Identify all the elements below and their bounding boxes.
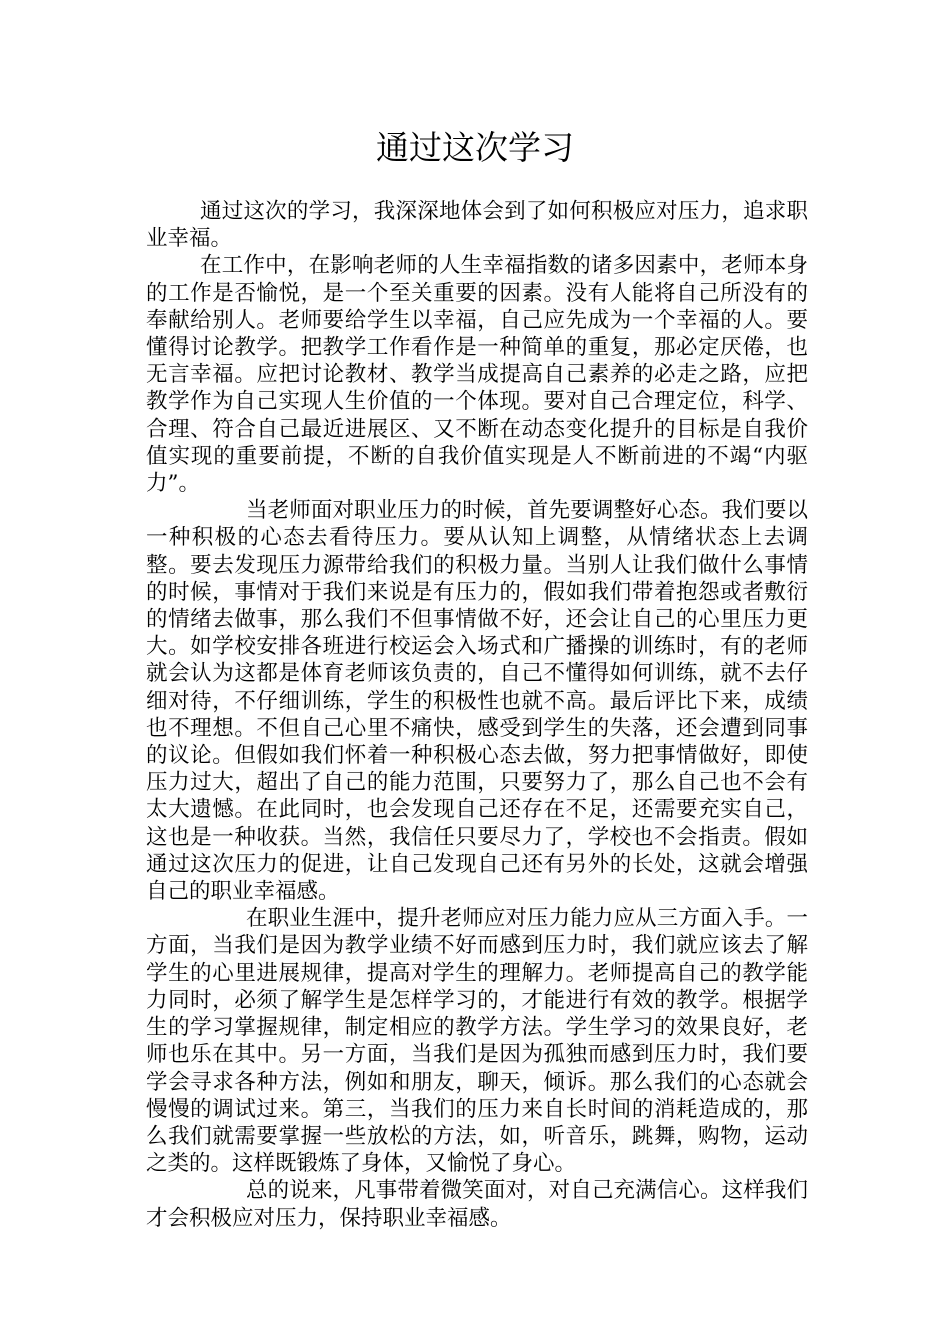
paragraph-conclusion: 总的说来，凡事带着微笑面对，对自己充满信心。这样我们才会积极应对压力，保持职业幸福感。 — [146, 1178, 808, 1231]
document-body — [146, 198, 808, 1232]
paragraph-intro: 通过这次的学习，我深深地体会到了如何积极应对压力，追求职业幸福。 — [146, 199, 808, 252]
paragraph-adjust-attitude: 当老师面对职业压力的时候，首先要调整好心态。我们要以一种积极的心态去看待压力。要从认知上调整，从情绪状态上去调整。要去发现压力源带给我们的积极力量。当别人让我们做什么事情的时候，事情对于我们来说是有压力的，假如我们带着抱怨或者敷衍的情绪去做事，那么我们不但事情做不好，还会让自己的心里压力更大。如学校安排各班进行校运会入场式和广播操的训练时，有的老师就会认为这都是体育老师该负责的，自己不懂得如何训练，就不去仔细对待，不仔细训练，学生的积极性也就不高。最后评比下来，成绩也不理想。不但自己心里不痛快，感受到学生的失落，还会遭到同事的议论。但假如我们怀着一种积极心态去做，努力把事情做好，即使压力过大，超出了自己的能力范围，只要努力了，那么自己也不会有太大遗憾。在此同时，也会发现自己还存在不足，还需要充实自己，这也是一种收获。当然，我信任只要尽力了，学校也不会指责。假如通过这次压力的促进，让自己发现自己还有另外的长处，这就会增强自己的职业幸福感。 — [146, 498, 808, 905]
paragraph-three-aspects: 在职业生涯中，提升老师应对压力能力应从三方面入手。一方面，当我们是因为教学业绩不好而感到压力时，我们就应该去了解学生的心里进展规律，提高对学生的理解力。老师提高自己的教学能力同时，必须了解学生是怎样学习的，才能进行有效的教学。根据学生的学习掌握规律，制定相应的教学方法。学生学习的效果良好，老师也乐在其中。另一方面，当我们是因为孤独而感到压力时，我们要学会寻求各种方法，例如和朋友，聊天，倾诉。那么我们的心态就会慢慢的调试过来。第三，当我们的压力来自长时间的消耗造成的，那么我们就需要掌握一些放松的方法，如，听音乐，跳舞，购物，运动之类的。这样既锻炼了身体，又愉悦了身心。 — [146, 906, 808, 1177]
paragraph-work-happiness: 在工作中，在影响老师的人生幸福指数的诸多因素中，老师本身的工作是否愉悦，是一个至关重要的因素。没有人能将自己所没有的奉献给别人。老师要给学生以幸福，自己应先成为一个幸福的人。要懂得讨论教学。把教学工作看作是一种简单的重复，那必定厌倦，也无言幸福。应把讨论教材、教学当成提高自己素养的必走之路，应把教学作为自己实现人生价值的一个体现。要对自己合理定位，科学、合理、符合自己最近进展区、又不断在动态变化提升的目标是自我价值实现的重要前提，不断的自我价值实现是人不断前进的不竭“内驱力”。 — [146, 253, 808, 497]
document-title: 通过这次学习 — [376, 128, 574, 167]
